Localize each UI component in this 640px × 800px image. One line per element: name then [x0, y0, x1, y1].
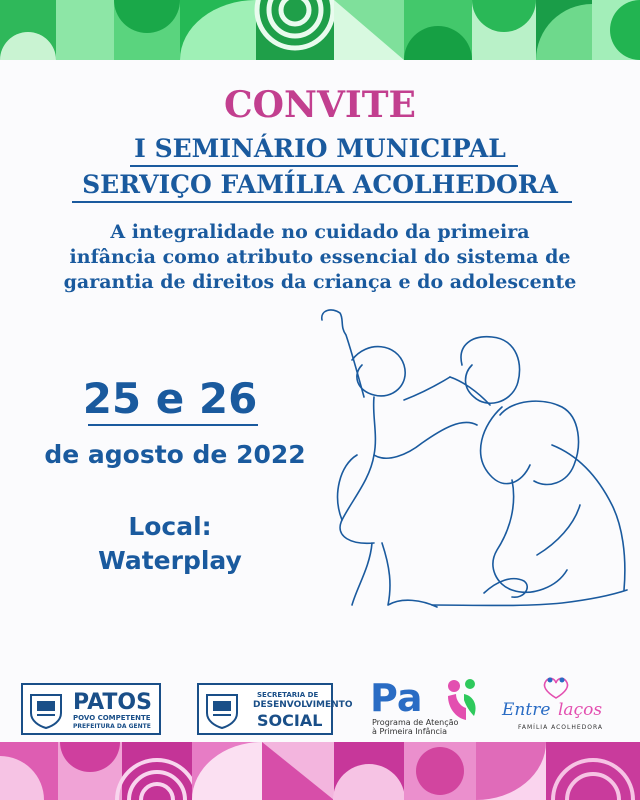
theme-line: A integralidade no cuidado da primeira: [110, 221, 530, 243]
secretaria-logo: [197, 683, 353, 735]
entrelacos-name-right: laços: [558, 700, 603, 720]
event-theme: [0, 220, 640, 295]
patos-tagline: PREFEITURA DA GENTE: [73, 723, 151, 730]
theme-line: infância como atributo essencial do sistema de: [69, 246, 571, 268]
pai-logo: [370, 676, 485, 740]
pai-figures-icon: [444, 678, 480, 722]
decorative-pink-pattern: [0, 742, 640, 800]
theme-line: garantia de direitos da criança e do adolescente: [63, 271, 577, 293]
dates-underline: [88, 424, 258, 426]
family-line-illustration: [312, 305, 637, 615]
patos-logo: [21, 683, 161, 735]
patos-name: PATOS: [73, 690, 152, 715]
location-label: Local:: [128, 512, 212, 541]
secretaria-line: SECRETARIA DE: [257, 691, 319, 699]
seminar-title: I SEMINÁRIO MUNICIPAL: [134, 134, 506, 163]
decorative-green-pattern: [0, 0, 640, 60]
service-title: SERVIÇO FAMÍLIA ACOLHEDORA: [82, 170, 558, 199]
heart-family-icon: [540, 676, 572, 700]
entrelacos-logo: [500, 676, 615, 738]
event-month: de agosto de 2022: [44, 440, 306, 469]
invite-heading: CONVITE: [224, 84, 416, 126]
title-underline: [130, 165, 518, 167]
pai-name: Pa: [370, 676, 423, 720]
entrelacos-name-left: Entre: [502, 700, 551, 720]
pai-tagline: Programa de Atenção: [372, 718, 459, 727]
city-crest-icon: [203, 689, 241, 729]
event-dates: 25 e 26: [82, 374, 258, 423]
location-value: Waterplay: [98, 546, 242, 575]
city-crest-icon: [27, 689, 65, 729]
pai-tagline: à Primeira Infância: [372, 727, 448, 736]
secretaria-line: SOCIAL: [257, 711, 323, 730]
secretaria-line: DESENVOLVIMENTO: [253, 700, 353, 710]
patos-tagline: POVO COMPETENTE: [73, 714, 151, 722]
title-underline: [72, 201, 572, 203]
entrelacos-tagline: FAMÍLIA ACOLHEDORA: [518, 724, 604, 731]
